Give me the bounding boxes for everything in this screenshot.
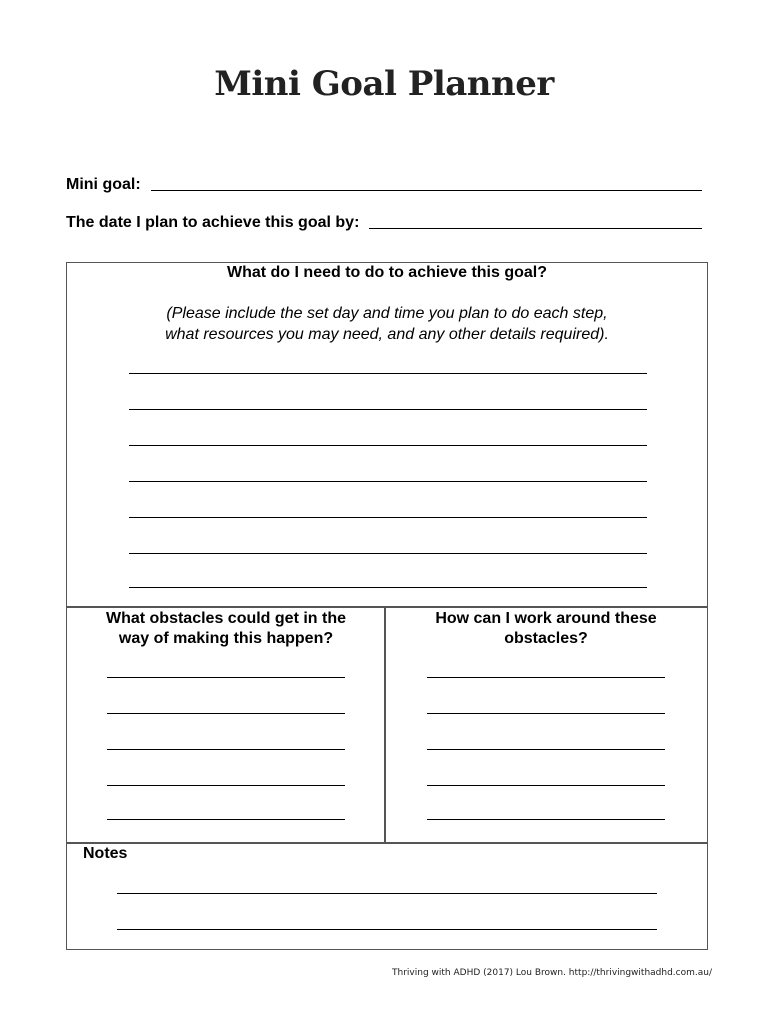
steps-instruction-line-2: what resources you may need, and any other details required). xyxy=(165,326,609,343)
steps-box xyxy=(66,262,708,608)
steps-write-line[interactable] xyxy=(129,445,647,446)
workaround-write-line[interactable] xyxy=(427,819,665,820)
mini-goal-row xyxy=(66,176,702,194)
workaround-write-line[interactable] xyxy=(427,677,665,678)
goal-date-row xyxy=(66,214,702,232)
obstacles-write-line[interactable] xyxy=(107,677,345,678)
workaround-write-line[interactable] xyxy=(427,713,665,714)
notes-write-line[interactable] xyxy=(117,929,657,930)
goal-date-label: The date I plan to achieve this goal by: xyxy=(66,214,360,231)
obstacles-write-line[interactable] xyxy=(107,785,345,786)
mini-goal-label: Mini goal: xyxy=(66,176,141,193)
obstacles-write-line[interactable] xyxy=(107,819,345,820)
steps-instruction-line-1: (Please include the set day and time you plan to do each step, xyxy=(166,305,608,322)
workaround-write-line[interactable] xyxy=(427,749,665,750)
workaround-heading-line-1: How can I work around these xyxy=(435,610,657,627)
notes-write-line[interactable] xyxy=(117,893,657,894)
steps-write-line[interactable] xyxy=(129,517,647,518)
obstacles-heading-line-2: way of making this happen? xyxy=(118,630,334,647)
workaround-write-line[interactable] xyxy=(427,785,665,786)
page-title: Mini Goal Planner xyxy=(214,64,554,104)
steps-heading: What do I need to do to achieve this goal? xyxy=(226,264,547,281)
steps-write-line[interactable] xyxy=(129,587,647,588)
steps-write-line[interactable] xyxy=(129,553,647,554)
obstacles-write-line[interactable] xyxy=(107,749,345,750)
goal-date-line[interactable] xyxy=(369,214,702,229)
footer-credit: Thriving with ADHD (2017) Lou Brown. http://thrivingwithadhd.com.au/ xyxy=(392,968,712,978)
obstacles-heading-line-1: What obstacles could get in the xyxy=(105,610,347,627)
steps-instruction xyxy=(67,303,707,345)
notes-label: Notes xyxy=(83,845,128,862)
notes-box xyxy=(66,842,708,950)
mini-goal-line[interactable] xyxy=(151,176,702,191)
obstacles-write-line[interactable] xyxy=(107,713,345,714)
workaround-heading-line-2: obstacles? xyxy=(504,630,588,647)
steps-write-line[interactable] xyxy=(129,481,647,482)
workaround-heading xyxy=(385,609,707,649)
obstacles-box xyxy=(66,606,386,844)
steps-write-line[interactable] xyxy=(129,409,647,410)
obstacles-heading xyxy=(67,609,385,649)
workaround-box xyxy=(384,606,708,844)
steps-write-line[interactable] xyxy=(129,373,647,374)
